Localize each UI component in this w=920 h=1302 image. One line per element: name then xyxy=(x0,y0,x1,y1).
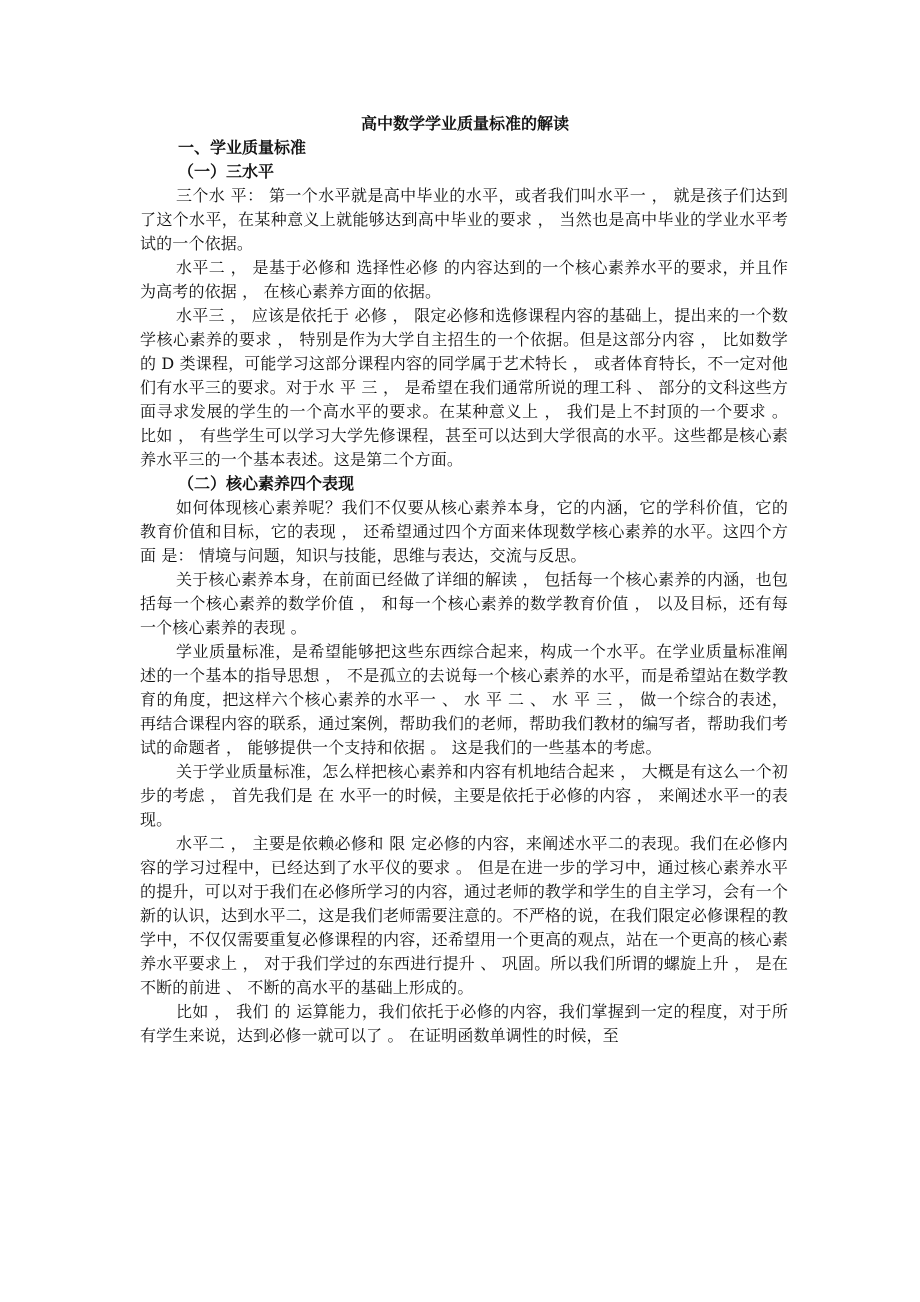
paragraph-content-integration: 关于学业质量标准，怎么样把核心素养和内容有机地结合起来 ， 大概是有这么一个初步的考虑 ， 首先我们是 在 水平一的时候，主要是依托于必修的内容 ， 来阐述水平一的表现。 xyxy=(140,762,788,829)
paragraph-level-one: 三个水 平： 第一个水平就是高中毕业的水平，或者我们叫水平一 ， 就是孩子们达到了这个水平，在某种意义上就能够达到高中毕业的要求 ， 当然也是高中毕业的学业水平考试的一个依据。 xyxy=(140,186,788,253)
paragraph-example: 比如 ， 我们 的 运算能力，我们依托于必修的内容，我们掌握到一定的程度，对于所有学生来说，达到必修一就可以了 。 在证明函数单调性的时候，至 xyxy=(140,1002,788,1045)
paragraph-level-three: 水平三 ， 应该是依托于 必修 ， 限定必修和选修课程内容的基础上，提出来的一个数学核心素养的要求 ， 特别是作为大学自主招生的一个依据。但是这部分内容 ， 比如数学 的 D 类课程，可能学习这部分课程内容的同学属于艺术特长 ， 或者体育特长，不一定对他们有水平三的要求。对于水 平 三 ， 是希望在我们通常所说的理工科 、 部分的文科这些方面寻求发展的学生的一个高水平的要求。在某种意义上 ， 我们是上不封顶的一个要求 。 比如 ， 有些学生可以学习大学先修课程，甚至可以达到大学很高的水平。这些都是核心素养水平三的一个基本表述。这是第二个方面。 xyxy=(140,306,788,469)
paragraph-level-two-detail: 水平二 ， 主要是依赖必修和 限 定必修的内容，来阐述水平二的表现。我们在必修内容的学习过程中，已经达到了水平仪的要求 。 但是在进一步的学习中，通过核心素养水平的提升，可以对于我们在必修所学习的内容，通过老师的教学和学生的自主学习，会有一个新的认识，达到水平二，这是我们老师需要注意的。不严格的说，在我们限定必修课程的教学中，不仅仅需要重复必修课程的内容，还希望用一个更高的观点，站在一个更高的核心素养水平要求上 ， 对于我们学过的东西进行提升 、 巩固。所以我们所谓的螺旋上升 ， 是在不断的前进 、 不断的高水平的基础上形成的。 xyxy=(140,834,788,997)
paragraph-level-two: 水平二 ， 是基于必修和 选择性必修 的内容达到的一个核心素养水平的要求，并且作为高考的依据 ， 在核心素养方面的依据。 xyxy=(140,258,788,301)
subsection-heading-three-levels: （一）三水平 xyxy=(178,162,275,181)
subsection-heading-four-aspects: （二）核心素养四个表现 xyxy=(178,474,355,493)
document-page xyxy=(140,112,788,1048)
document-title: 高中数学学业质量标准的解读 xyxy=(360,114,569,133)
section-heading-quality-standard: 一、学业质量标准 xyxy=(178,138,307,157)
paragraph-quality-standard: 学业质量标准，是希望能够把这些东西综合起来，构成一个水平。在学业质量标准阐述的一个基本的指导思想 ， 不是孤立的去说每一个核心素养的水平，而是希望站在数学教育的角度，把这样六个核心素养的水平一 、 水 平 二 、 水 平 三 ， 做一个综合的表述，再结合课程内容的联系，通过案例，帮助我们的老师，帮助我们教材的编写者，帮助我们考试的命题者 ， 能够提供一个支持和依据 。 这是我们的一些基本的考虑。 xyxy=(140,642,788,757)
paragraph-four-aspects: 如何体现核心素养呢？我们不仅要从核心素养本身，它的内涵，它的学科价值，它的教育价值和目标，它的表现 ， 还希望通过四个方面来体现数学核心素养的水平。这四个方面 是： 情境与问题，知识与技能，思维与表达，交流与反思。 xyxy=(140,498,788,565)
paragraph-core-literacy: 关于核心素养本身，在前面已经做了详细的解读 ， 包括每一个核心素养的内涵，也包括每一个核心素养的数学价值 ， 和每一个核心素养的数学教育价值 ， 以及目标，还有每一个核心素养的表现 。 xyxy=(140,570,788,637)
